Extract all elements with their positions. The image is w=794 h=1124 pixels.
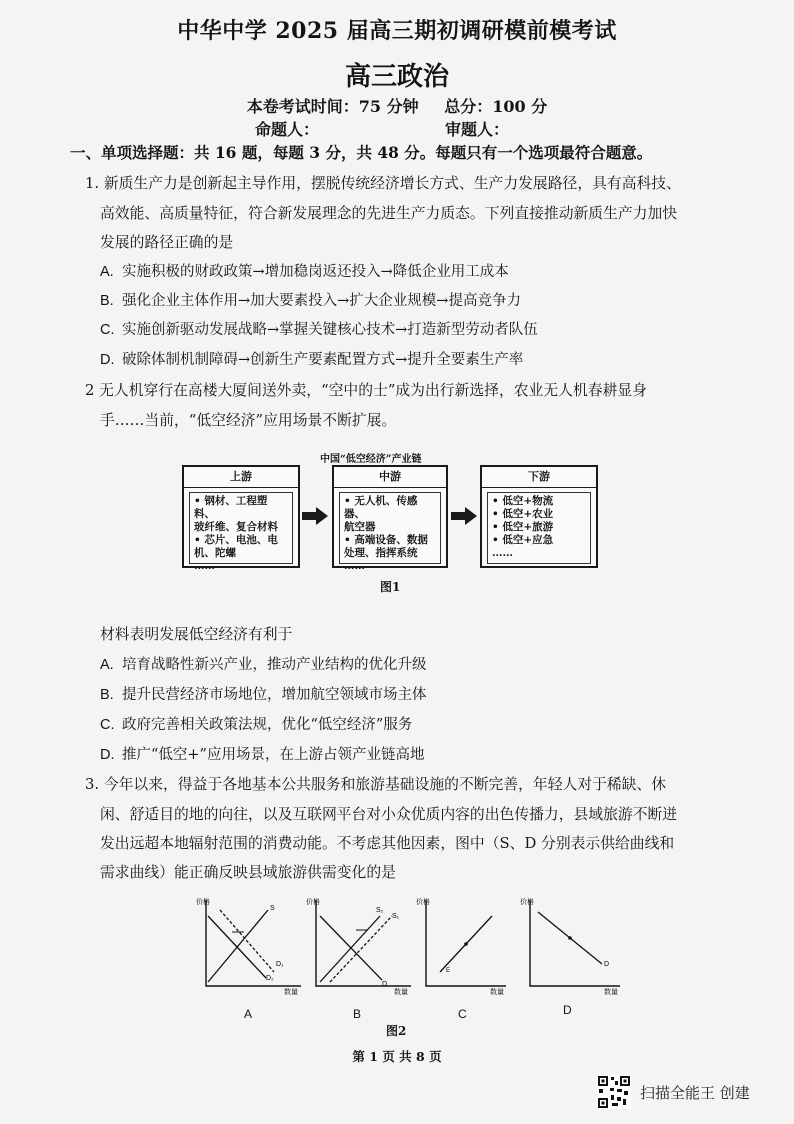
graph-c [416, 896, 526, 996]
graph-label-c: C [458, 1007, 467, 1021]
q3-stem-line: 闲、舒适目的地的向往，以及互联网平台对小众优质内容的出色传播力，县域旅游不断迸 [100, 806, 678, 823]
q2-option-d: D. 推广“低空+”应用场景，在上游占领产业链高地 [100, 747, 425, 763]
svg-text:价格: 价格 [416, 898, 430, 906]
svg-text:价格: 价格 [306, 898, 320, 906]
svg-text:D: D [604, 961, 610, 968]
svg-text:价格: 价格 [196, 898, 210, 906]
q2-option-c: C. 政府完善相关政策法规，优化“低空经济”服务 [100, 717, 413, 733]
q2-stem-line: 手……当前，“低空经济”应用场景不断扩展。 [100, 412, 397, 429]
graph-a [196, 896, 306, 996]
figure1-caption: 图1 [380, 580, 401, 594]
authors-line [255, 117, 675, 140]
q3-stem-line: 发出远超本地辐射范围的消费动能。不考虑其他因素，图中（S、D 分别表示供给曲线和 [100, 835, 675, 852]
svg-text:S: S [270, 905, 275, 912]
graph-d [520, 896, 630, 996]
q1-stem-line: 高效能、高质量特征，符合新发展理念的先进生产力质态。下列直接推动新质生产力加快 [100, 205, 678, 222]
q1-option-b: B. 强化企业主体作用→加大要素投入→扩大企业规模→提高竞争力 [100, 293, 521, 309]
exam-title: 中华中学 2025 届高三期初调研模前模考试 [177, 18, 617, 44]
svg-text:数量: 数量 [394, 988, 408, 996]
svg-text:D₂: D₂ [266, 975, 274, 982]
q2-question-line: 材料表明发展低空经济有利于 [100, 626, 293, 643]
svg-text:价格: 价格 [520, 898, 534, 906]
graph-b [306, 896, 416, 996]
upstream-box: 上游 • 钢材、工程塑料、 玻纤维、复合材料 • 芯片、电池、电 机、陀螺 …… [182, 465, 300, 568]
scanner-watermark: 扫描全能王 创建 [640, 1084, 750, 1102]
downstream-box: 下游 • 低空+物流 • 低空+农业 • 低空+旅游 • 低空+应急 …… [480, 465, 598, 568]
svg-text:D₁: D₁ [276, 961, 284, 968]
downstream-head: 下游 [482, 467, 596, 488]
graph-label-a: A [244, 1007, 253, 1021]
exam-score: 总分：100 分 [444, 97, 548, 116]
svg-text:E: E [446, 968, 451, 974]
page-number: 第 1 页 共 8 页 [352, 1049, 442, 1064]
svg-text:数量: 数量 [490, 988, 504, 996]
q1-stem-line: 1. 新质生产力是创新起主导作用，摆脱传统经济增长方式、生产力发展路径，具有高科技、 [85, 175, 681, 192]
q1-option-c: C. 实施创新驱动发展战略→掌握关键核心技术→打造新型劳动者队伍 [100, 322, 538, 338]
q3-stem-line: 3. 今年以来，得益于各地基本公共服务和旅游基础设施的不断完善，年轻人对于稀缺、休 [85, 776, 667, 793]
arrow-right-icon [451, 507, 477, 525]
midstream-box: 中游 • 无人机、传感器、 航空器 • 高端设备、数据 处理、指挥系统 …… [332, 465, 448, 568]
graph-label-b: B [353, 1007, 362, 1021]
upstream-head: 上游 [184, 467, 298, 488]
q1-stem-line: 发展的路径正确的是 [100, 234, 234, 251]
q1-option-a: A. 实施积极的财政政策→增加稳岗返还投入→降低企业用工成本 [100, 264, 509, 280]
svg-text:D: D [382, 981, 388, 988]
svg-text:数量: 数量 [284, 988, 298, 996]
q2-option-b: B. 提升民营经济市场地位，增加航空领域市场主体 [100, 687, 427, 703]
exam-info [0, 94, 794, 117]
section-heading: 一、单项选择题：共 16 题，每题 3 分，共 48 分。每题只有一个选项最符合题意。 [70, 143, 653, 162]
reviewer-label: 审题人： [445, 120, 510, 139]
qr-code-icon [597, 1075, 631, 1109]
svg-text:S₂: S₂ [376, 907, 384, 914]
svg-text:数量: 数量 [604, 988, 618, 996]
q1-option-d: D. 破除体制机制障碍→创新生产要素配置方式→提升全要素生产率 [100, 352, 524, 368]
svg-text:S₁: S₁ [392, 913, 400, 920]
q2-option-a: A. 培育战略性新兴产业，推动产业结构的优化升级 [100, 657, 427, 673]
q3-stem-line: 需求曲线）能正确反映县域旅游供需变化的是 [100, 864, 396, 881]
exam-time: 本卷考试时间：75 分钟 [246, 97, 419, 116]
arrow-right-icon [302, 507, 328, 525]
midstream-head: 中游 [334, 467, 446, 488]
q2-stem-line: 2 无人机穿行在高楼大厦间送外卖，“空中的士”成为出行新选择，农业无人机春耕显身 [85, 382, 647, 399]
figure1-title: 中国“低空经济”产业链 [320, 454, 422, 465]
subject-title: 高三政治 [344, 62, 449, 92]
figure2-caption: 图2 [386, 1024, 407, 1038]
graph-label-d: D [563, 1003, 572, 1017]
setter-label: 命题人： [255, 120, 320, 139]
